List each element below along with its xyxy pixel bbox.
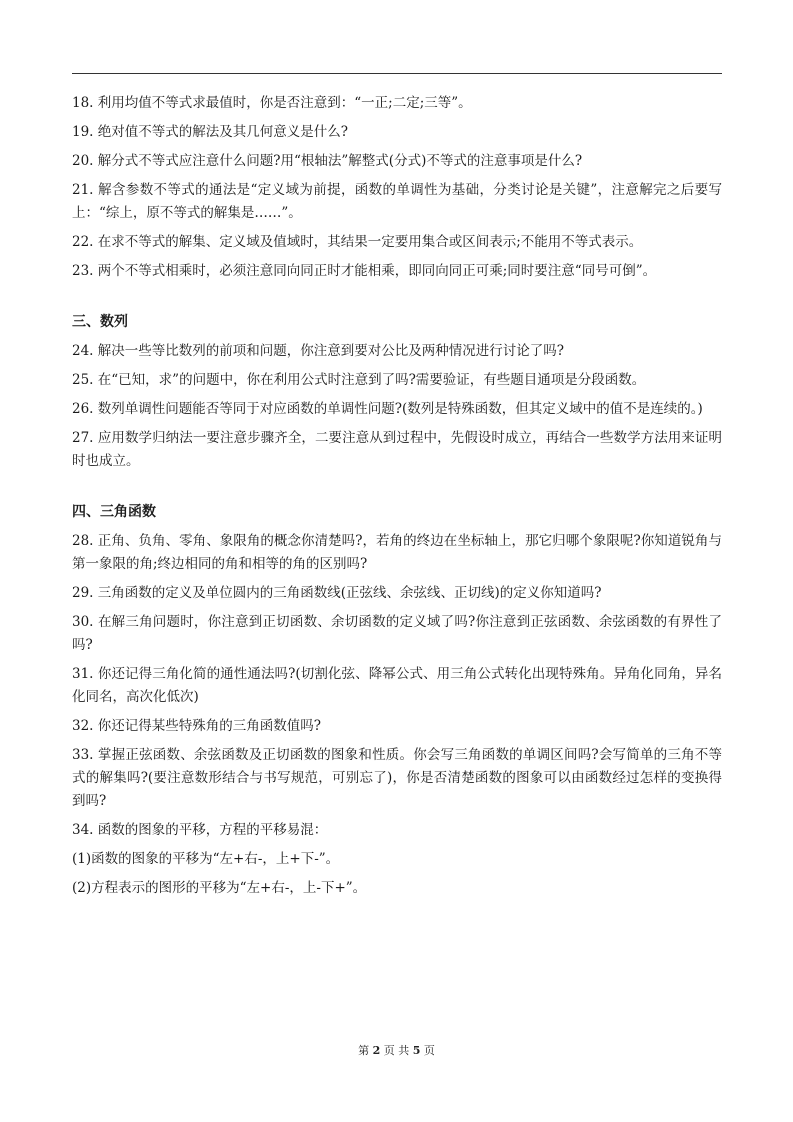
item-23: 23. 两个不等式相乘时，必须注意同向同正时才能相乘，即同向同正可乘;同时要注意“同号可倒”。 [72, 263, 657, 279]
item-25: 25. 在“已知，求”的问题中，你在利用公式时注意到了吗?需要验证，有些题目通项是分段函数。 [72, 372, 646, 388]
item-26: 26. 数列单调性问题能否等同于对应函数的单调性问题?(数列是特殊函数，但其定义域中的值不是连续的。) [72, 401, 703, 417]
section-title-trigonometry: 四、三角函数 [72, 504, 156, 520]
footer-suffix: 页 [423, 1044, 435, 1057]
item-32: 32. 你还记得某些特殊角的三角函数值吗? [72, 718, 321, 734]
footer-prefix: 第 [358, 1044, 370, 1057]
item-22: 22. 在求不等式的解集、定义域及值域时，其结果一定要用集合或区间表示;不能用不等式表示。 [72, 234, 643, 250]
item-27: 27. 应用数学归纳法一要注意步骤齐全，二要注意从到过程中，先假设时成立，再结合一些数学方法用来证明时也成立。 [72, 430, 722, 469]
item-20: 20. 解分式不等式应注意什么问题?用“根轴法”解整式(分式)不等式的注意事项是什么? [72, 153, 583, 169]
item-33: 33. 掌握正弦函数、余弦函数及正切函数的图象和性质。你会写三角函数的单调区间吗?会写简单的三角不等式的解集吗?(要注意数形结合与书写规范，可别忘了)，你是否清楚函数的图象可以由函数经过怎样的变换得到吗? [72, 747, 722, 809]
item-30: 30. 在解三角问题时，你注意到正切函数、余切函数的定义域了吗?你注意到正弦函数、余弦函数的有界性了吗? [72, 614, 722, 653]
footer-total-pages: 5 [412, 1044, 421, 1057]
item-34: 34. 函数的图象的平移，方程的平移易混： [72, 822, 328, 838]
item-28: 28. 正角、负角、零角、象限角的概念你清楚吗?，若角的终边在坐标轴上，那它归哪个象限呢?你知道锐角与第一象限的角;终边相同的角和相等的角的区别吗? [72, 533, 722, 572]
section-title-sequences: 三、数列 [72, 314, 128, 330]
footer-page-number: 2 [372, 1044, 381, 1057]
item-34-sub-2: (2)方程表示的图形的平移为“左+右-，上-下+”。 [72, 880, 367, 896]
item-18: 18. 利用均值不等式求最值时，你是否注意到：“一正;二定;三等”。 [72, 95, 472, 111]
item-34-sub-1: (1)函数的图象的平移为“左+右-，上+下-”。 [72, 851, 340, 867]
page-footer [0, 1042, 793, 1058]
item-31: 31. 你还记得三角化简的通性通法吗?(切割化弦、降幂公式、用三角公式转化出现特殊角。异角化同角，异名化同名，高次化低次) [72, 666, 722, 705]
item-24: 24. 解决一些等比数列的前项和问题，你注意到要对公比及两种情况进行讨论了吗? [72, 343, 564, 359]
document-body [72, 92, 722, 906]
item-19: 19. 绝对值不等式的解法及其几何意义是什么? [72, 124, 348, 140]
footer-middle: 页 共 [383, 1044, 410, 1057]
item-21: 21. 解含参数不等式的通法是“定义域为前提，函数的单调性为基础，分类讨论是关键”，注意解完之后要写上：“综上，原不等式的解集是……”。 [72, 182, 722, 221]
header-rule [72, 73, 722, 74]
item-29: 29. 三角函数的定义及单位圆内的三角函数线(正弦线、余弦线、正切线)的定义你知道吗? [72, 585, 602, 601]
